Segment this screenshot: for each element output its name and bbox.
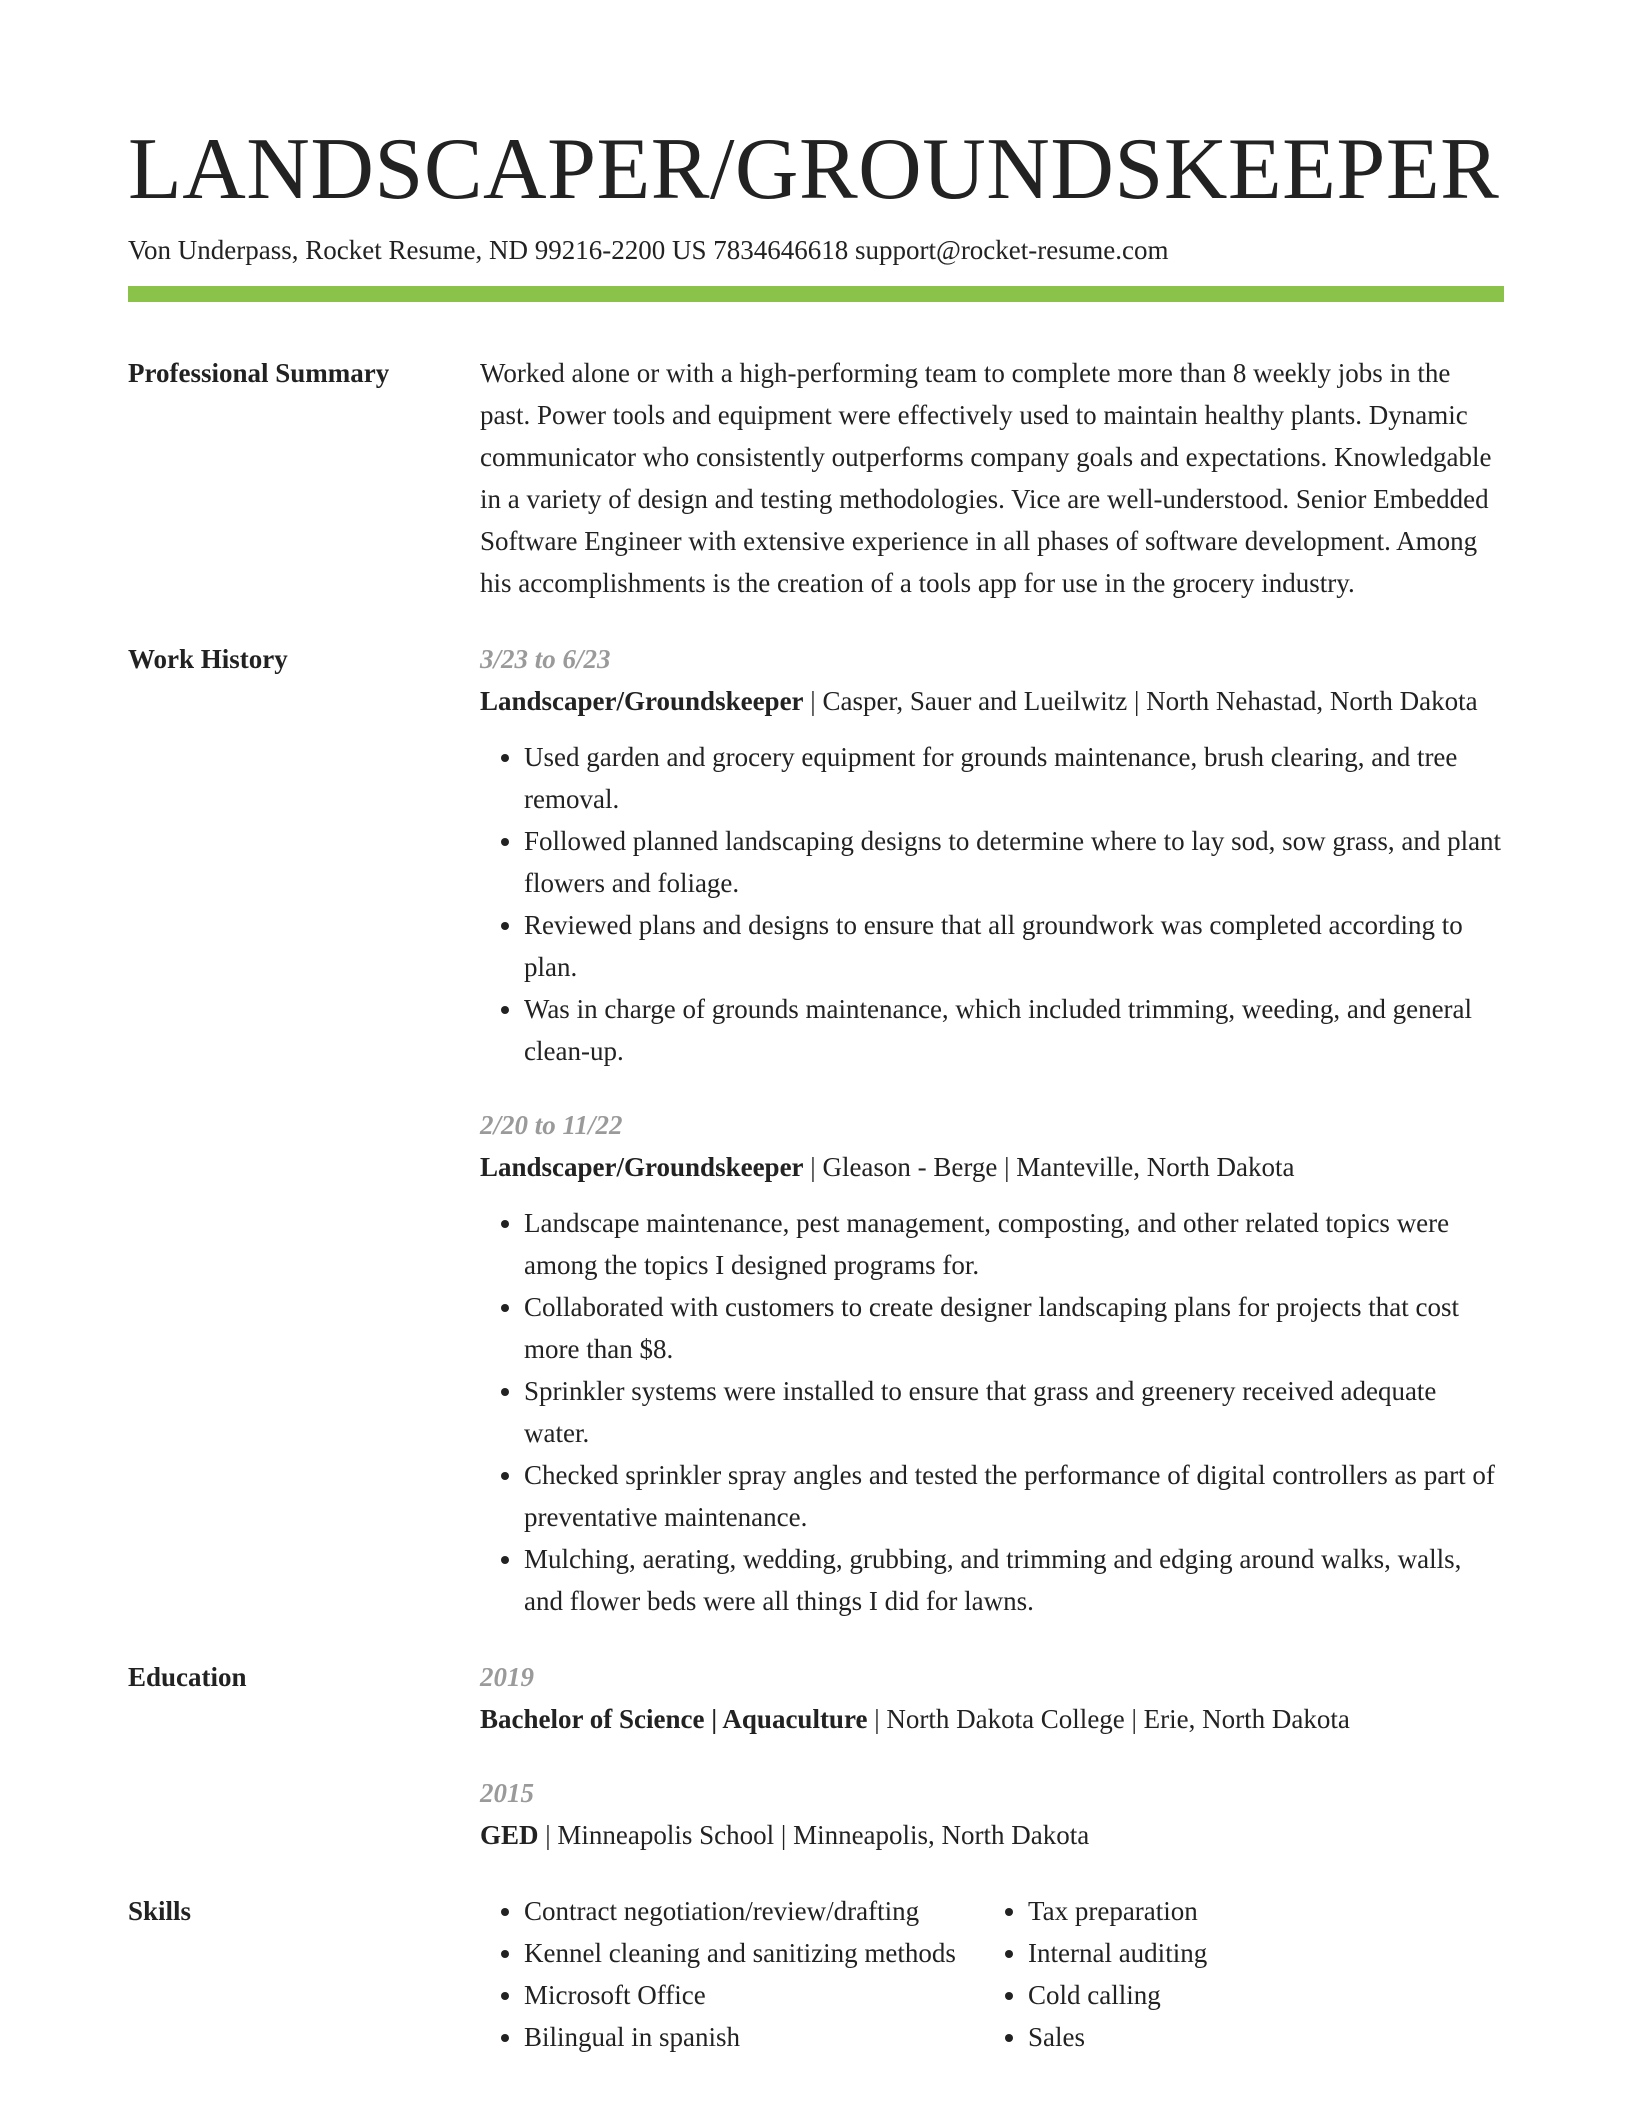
job-details: | Gleason - Berge | Manteville, North Dakota (803, 1152, 1295, 1182)
job-date: 3/23 to 6/23 (480, 644, 611, 674)
section-label-education: Education (128, 1662, 247, 1692)
skill-item: • Kennel cleaning and sanitizing methods (524, 1932, 984, 1974)
education-details: | North Dakota College | Erie, North Dakota (867, 1704, 1350, 1734)
job-bullet: • Checked sprinkler spray angles and tested the performance of digital controllers as part of preventative maintenance. (524, 1454, 1504, 1538)
work-history-section (128, 638, 1504, 1622)
education-degree: GED (480, 1820, 539, 1850)
header-divider (128, 286, 1504, 302)
skills-list (984, 1890, 1504, 2058)
section-label-skills: Skills (128, 1896, 192, 1926)
skills-section (128, 1890, 1504, 2058)
resume-page (128, 120, 1504, 2058)
education-details: | Minneapolis School | Minneapolis, North Dakota (538, 1820, 1090, 1850)
job-bullet: • Landscape maintenance, pest management, composting, and other related topics were among the topics I designed programs for. (524, 1202, 1504, 1286)
skill-item: • Microsoft Office (524, 1974, 984, 2016)
job-bullet: • Used garden and grocery equipment for grounds maintenance, brush clearing, and tree removal. (524, 736, 1504, 820)
job-entry (480, 1104, 1504, 1622)
job-bullet: • Followed planned landscaping designs to determine where to lay sod, sow grass, and plant flowers and foliage. (524, 820, 1504, 904)
education-heading (480, 1698, 1504, 1740)
contact-line: Von Underpass, Rocket Resume, ND 99216-2200 US 7834646618 support@rocket-resume.com (128, 235, 1169, 265)
job-bullet: • Reviewed plans and designs to ensure that all groundwork was completed according to plan. (524, 904, 1504, 988)
summary-text: Worked alone or with a high-performing team to complete more than 8 weekly jobs in the past. Power tools and equipment were effectively used to maintain healthy plants. Dynamic communicator who consistently outperforms company goals and expectations. Knowledgable in a variety of design and testing methodologies. Vice are well-understood. Senior Embedded Software Engineer with extensive experience in all phases of software development. Among his accomplishments is the creation of a tools app for use in the grocery industry. (480, 358, 1492, 598)
job-bullets (480, 736, 1504, 1072)
job-date: 2/20 to 11/22 (480, 1110, 623, 1140)
skill-item: • Bilingual in spanish (524, 2016, 984, 2058)
section-label-work-history: Work History (128, 644, 288, 674)
skill-item: • Contract negotiation/review/drafting (524, 1890, 984, 1932)
education-degree: Bachelor of Science | Aquaculture (480, 1704, 868, 1734)
job-bullet: • Mulching, aerating, wedding, grubbing, and trimming and edging around walks, walls, and flower beds were all things I did for lawns. (524, 1538, 1504, 1622)
education-entry (480, 1656, 1504, 1740)
job-heading (480, 1146, 1504, 1188)
section-label-summary: Professional Summary (128, 358, 390, 388)
skill-item: • Internal auditing (1028, 1932, 1504, 1974)
summary-section (128, 352, 1504, 604)
resume-name: LANDSCAPER/GROUNDSKEEPER (128, 121, 1500, 218)
skill-item: • Sales (1028, 2016, 1504, 2058)
education-body (480, 1656, 1504, 1856)
skills-list (480, 1890, 984, 2058)
job-bullets (480, 1202, 1504, 1622)
skill-item: • Tax preparation (1028, 1890, 1504, 1932)
job-title: Landscaper/Groundskeeper (480, 1152, 804, 1182)
skills-column (984, 1890, 1504, 2058)
education-date: 2019 (480, 1662, 534, 1692)
education-section (128, 1656, 1504, 1856)
education-entry (480, 1772, 1504, 1856)
skill-item: • Cold calling (1028, 1974, 1504, 2016)
job-details: | Casper, Sauer and Lueilwitz | North Nehastad, North Dakota (803, 686, 1478, 716)
job-bullet: • Collaborated with customers to create designer landscaping plans for projects that cost more than $8. (524, 1286, 1504, 1370)
work-history-body (480, 638, 1504, 1622)
education-date: 2015 (480, 1778, 534, 1808)
job-entry (480, 638, 1504, 1072)
job-title: Landscaper/Groundskeeper (480, 686, 804, 716)
job-bullet: • Was in charge of grounds maintenance, which included trimming, weeding, and general clean-up. (524, 988, 1504, 1072)
education-heading (480, 1814, 1504, 1856)
job-bullet: • Sprinkler systems were installed to ensure that grass and greenery received adequate water. (524, 1370, 1504, 1454)
skills-column (480, 1890, 984, 2058)
job-heading (480, 680, 1504, 722)
skills-body (480, 1890, 1504, 2058)
